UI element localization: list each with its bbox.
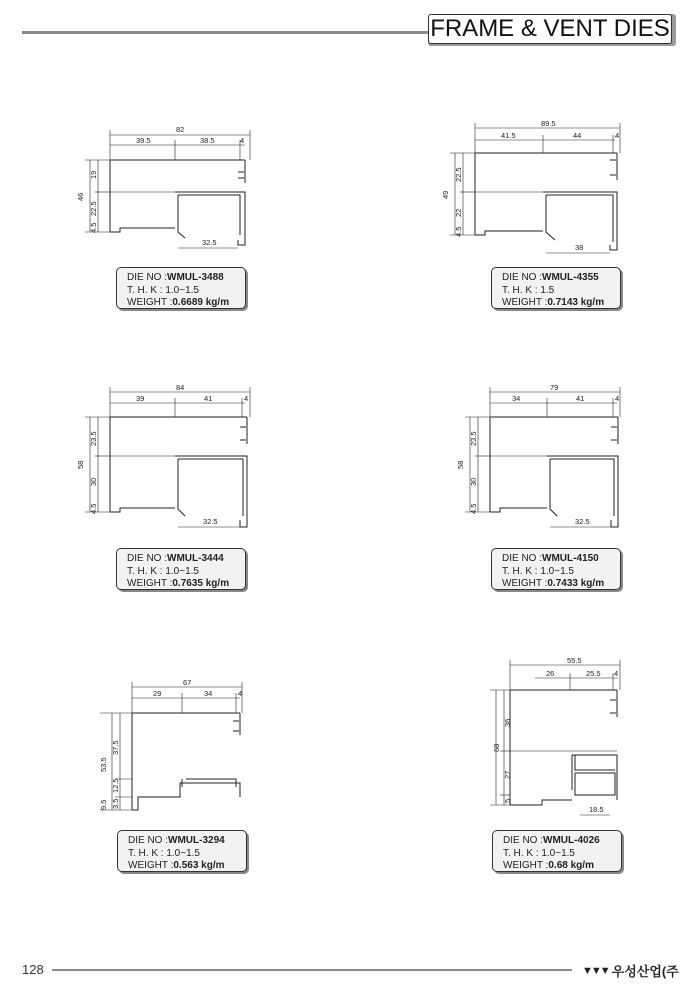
die-info-wmul-3488: DIE NO :WMUL-3488 T. H. K : 1.0~1.5 WEIGHT :0.6689 kg/m <box>116 267 246 309</box>
weight: 0.68 kg/m <box>548 860 594 871</box>
die-number: WMUL-4355 <box>542 272 599 283</box>
weight: 0.6689 kg/m <box>172 297 230 308</box>
svg-text:9.5: 9.5 <box>99 799 108 810</box>
svg-text:18.5: 18.5 <box>589 805 604 814</box>
die-number: WMUL-3488 <box>167 272 224 283</box>
svg-text:89.5: 89.5 <box>541 119 556 128</box>
header-title-box <box>428 14 676 46</box>
die-info-wmul-4150: DIE NO :WMUL-4150 T. H. K : 1.0~1.5 WEIGHT :0.7433 kg/m <box>491 548 621 590</box>
svg-text:32.5: 32.5 <box>575 517 590 526</box>
die-info-wmul-3294: DIE NO :WMUL-3294 T. H. K : 1.0~1.5 WEIGHT :0.563 kg/m <box>117 830 247 872</box>
thickness: 1.0~1.5 <box>540 565 574 577</box>
logo-icon: ▼▼▼ <box>582 964 609 977</box>
die-number: WMUL-4026 <box>543 835 600 846</box>
die-info-wmul-4026: DIE NO :WMUL-4026 T. H. K : 1.0~1.5 WEIGHT :0.68 kg/m <box>492 830 622 872</box>
svg-text:39.5: 39.5 <box>136 136 151 145</box>
svg-text:34: 34 <box>204 689 213 698</box>
svg-text:4: 4 <box>244 394 249 403</box>
svg-text:82: 82 <box>176 125 185 134</box>
svg-text:34: 34 <box>512 394 521 403</box>
svg-text:23.5: 23.5 <box>89 431 98 446</box>
svg-text:27: 27 <box>503 770 512 779</box>
thickness: 1.0~1.5 <box>166 847 200 859</box>
svg-text:41.5: 41.5 <box>501 131 516 140</box>
svg-text:68: 68 <box>492 743 501 752</box>
weight: 0.563 kg/m <box>173 860 225 871</box>
svg-text:4: 4 <box>240 136 245 145</box>
footer-rule <box>52 969 572 971</box>
weight: 0.7143 kg/m <box>547 297 605 308</box>
die-drawing-wmul-4150 <box>450 382 640 537</box>
svg-text:38: 38 <box>575 243 584 252</box>
svg-text:29: 29 <box>153 689 162 698</box>
svg-text:4: 4 <box>615 394 620 403</box>
svg-text:84: 84 <box>176 383 185 392</box>
svg-text:36: 36 <box>503 718 512 727</box>
svg-text:49: 49 <box>441 190 450 199</box>
die-drawing-wmul-4026 <box>480 655 640 830</box>
svg-text:41: 41 <box>576 394 585 403</box>
die-drawing-wmul-4355 <box>435 120 635 260</box>
svg-text:41: 41 <box>204 394 213 403</box>
die-number: WMUL-3294 <box>168 835 225 846</box>
die-info-wmul-3444: DIE NO :WMUL-3444 T. H. K : 1.0~1.5 WEIGHT :0.7635 kg/m <box>116 548 246 590</box>
die-number: WMUL-3444 <box>167 553 224 564</box>
svg-text:22: 22 <box>454 208 463 217</box>
die-number: WMUL-4150 <box>542 553 599 564</box>
svg-text:58: 58 <box>456 460 465 469</box>
svg-text:26: 26 <box>546 669 555 678</box>
svg-text:55.5: 55.5 <box>567 656 582 665</box>
thickness: 1.0~1.5 <box>165 284 199 296</box>
svg-text:30: 30 <box>89 477 98 486</box>
svg-text:25.5: 25.5 <box>586 669 601 678</box>
die-drawing-wmul-3294 <box>90 675 260 830</box>
svg-text:44: 44 <box>573 131 582 140</box>
svg-text:4: 4 <box>615 131 620 140</box>
header-rule <box>22 31 432 34</box>
page-number: 128 <box>22 962 44 977</box>
page-title: FRAME & VENT DIES <box>430 15 670 42</box>
svg-text:3.5: 3.5 <box>111 798 120 809</box>
svg-text:5: 5 <box>503 798 512 803</box>
svg-text:4.5: 4.5 <box>89 222 98 233</box>
die-drawing-wmul-3488 <box>70 120 270 260</box>
svg-text:19: 19 <box>89 170 98 179</box>
svg-text:4: 4 <box>238 689 243 698</box>
thickness: 1.0~1.5 <box>541 847 575 859</box>
svg-text:58: 58 <box>76 460 85 469</box>
weight: 0.7635 kg/m <box>172 578 230 589</box>
svg-text:37.5: 37.5 <box>111 740 120 755</box>
company-name: 우성산업(주 <box>611 964 679 979</box>
svg-text:12.5: 12.5 <box>111 778 120 793</box>
svg-text:4: 4 <box>614 669 619 678</box>
die-drawing-wmul-3444 <box>70 382 270 537</box>
svg-text:32.5: 32.5 <box>202 238 217 247</box>
svg-text:53.5: 53.5 <box>99 757 108 772</box>
svg-text:46: 46 <box>76 192 85 201</box>
svg-text:39: 39 <box>136 394 145 403</box>
weight: 0.7433 kg/m <box>547 578 605 589</box>
svg-text:22.5: 22.5 <box>89 201 98 216</box>
svg-text:23.5: 23.5 <box>469 431 478 446</box>
svg-text:4.5: 4.5 <box>469 503 478 514</box>
svg-text:4.5: 4.5 <box>454 226 463 237</box>
svg-text:30: 30 <box>469 477 478 486</box>
die-info-wmul-4355: DIE NO :WMUL-4355 T. H. K : 1.5 WEIGHT :0.7143 kg/m <box>491 267 621 309</box>
svg-text:38.5: 38.5 <box>200 136 215 145</box>
company-logo <box>582 961 679 980</box>
svg-text:22.5: 22.5 <box>454 167 463 182</box>
svg-text:67: 67 <box>183 678 192 687</box>
svg-text:32.5: 32.5 <box>203 517 218 526</box>
thickness: 1.5 <box>540 284 555 296</box>
svg-text:4.5: 4.5 <box>89 503 98 514</box>
svg-text:79: 79 <box>550 383 559 392</box>
thickness: 1.0~1.5 <box>165 565 199 577</box>
